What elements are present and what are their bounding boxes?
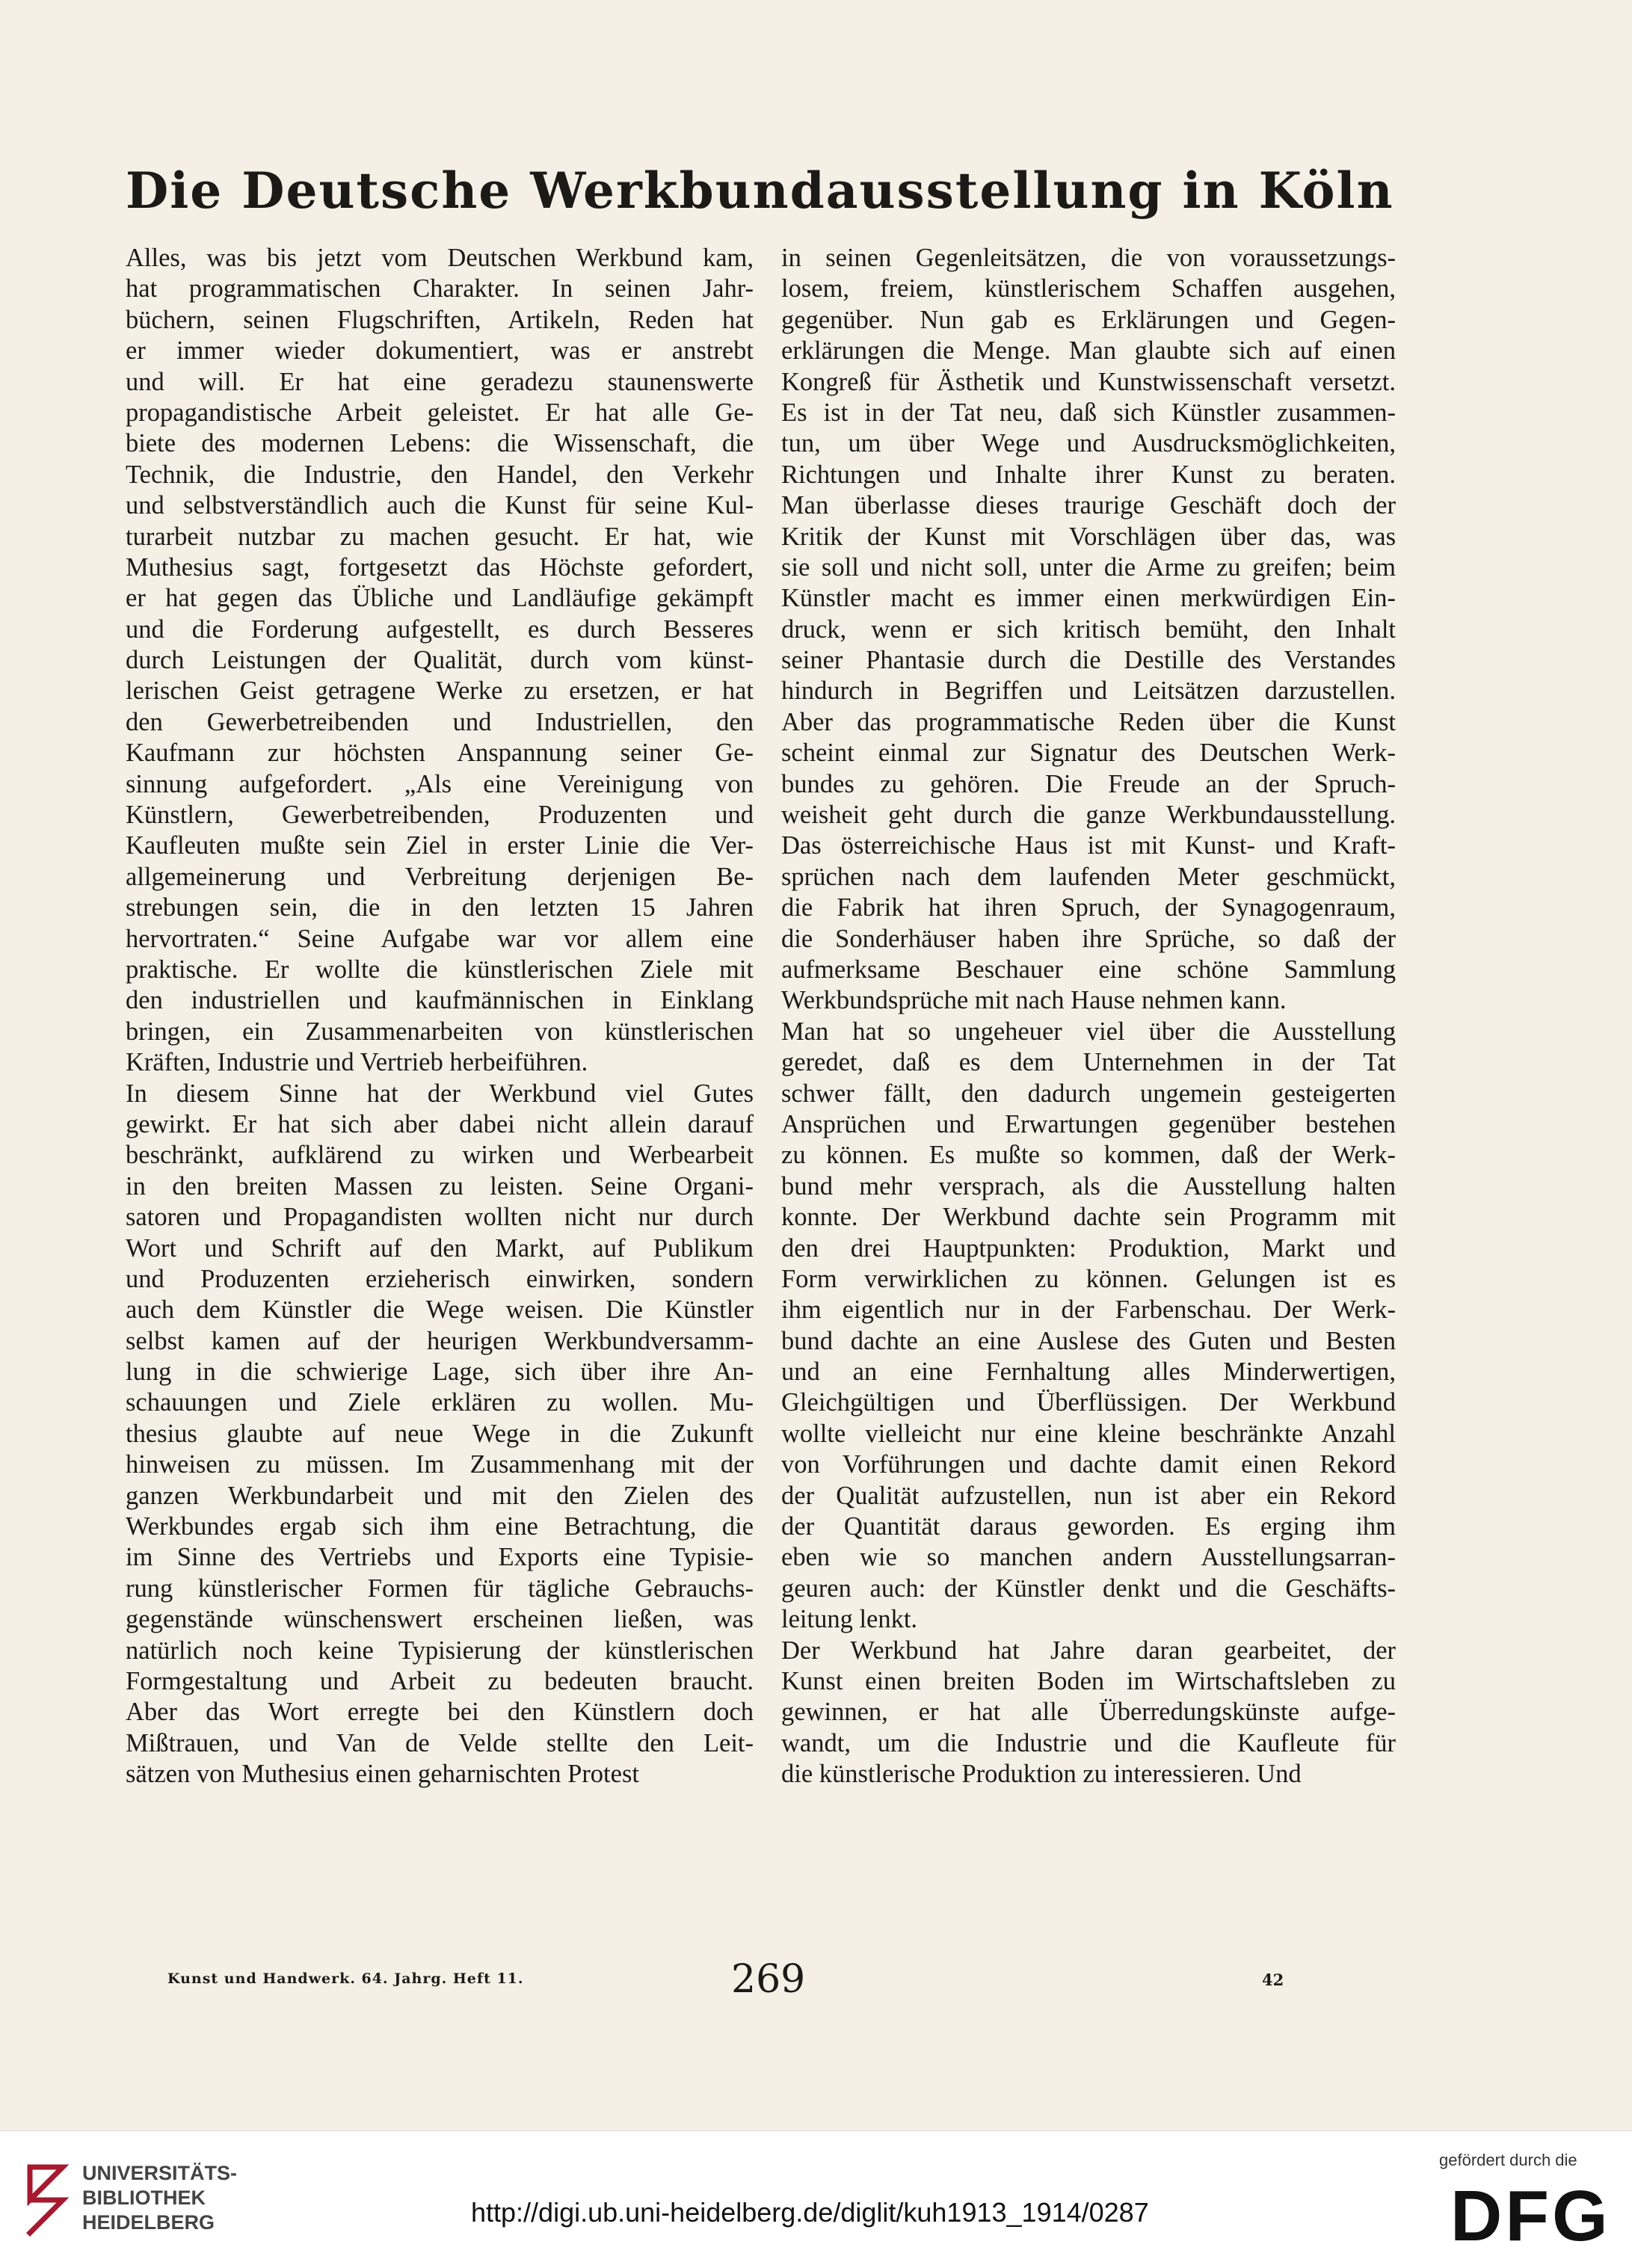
text-line: Kaufmann zur höchsten Anspannung seiner Ge- <box>126 739 754 768</box>
text-line: wandt, um die Industrie und die Kaufleute für <box>781 1728 1396 1757</box>
text-line: wollte vielleicht nur eine kleine beschränkte Anzahl <box>781 1419 1396 1448</box>
text-line: lerischen Geist getragene Werke zu ersetzen, er hat <box>126 677 754 706</box>
text-line: Es ist in der Tat neu, daß sich Künstler zusammen- <box>781 398 1396 427</box>
text-line: satoren und Propagandisten wollten nicht nur durch <box>126 1203 754 1232</box>
text-line: Wort und Schrift auf den Markt, auf Publikum <box>126 1233 754 1263</box>
text-line: natürlich noch keine Typisierung der künstlerischen <box>126 1636 754 1665</box>
text-line: weisheit geht durch die ganze Werkbundausstellung. <box>781 801 1396 830</box>
text-line: bund mehr versprach, als die Ausstellung halten <box>781 1171 1396 1201</box>
text-line: er hat gegen das Übliche und Landläufige gekämpft <box>126 584 754 613</box>
text-line: Werkbundsprüche mit nach Hause nehmen kann. <box>781 986 1287 1015</box>
text-line: und Produzenten erzieherisch einwirken, sondern <box>126 1264 754 1293</box>
text-line: gegenstände wünschenswert erscheinen ließen, was <box>126 1605 754 1634</box>
text-line: bund dachte an eine Auslese des Guten und Besten <box>781 1326 1396 1355</box>
permalink-url[interactable]: http://digi.ub.uni-heidelberg.de/diglit/kuh1913_1914/0287 <box>471 2197 1149 2228</box>
text-line: Kunst einen breiten Boden im Wirtschaftsleben zu <box>781 1666 1396 1695</box>
text-line: die Fabrik hat ihren Spruch, der Synagogenraum, <box>781 893 1396 922</box>
text-line: die Sonderhäuser haben ihre Sprüche, so daß der <box>781 924 1396 953</box>
page-footer <box>126 1957 1397 2002</box>
left-column <box>126 243 754 1790</box>
text-line: praktische. Er wollte die künstlerischen Ziele mit <box>126 955 754 984</box>
text-line: hervortraten.“ Seine Aufgabe war vor allem eine <box>126 924 754 953</box>
text-line: der Qualität aufzustellen, nun ist aber ein Rekord <box>781 1481 1396 1510</box>
text-line: Das österreichische Haus ist mit Kunst- und Kraft- <box>781 831 1396 860</box>
funding-note: gefördert durch die <box>1439 2151 1577 2169</box>
text-line: zu können. Es mußte so kommen, daß der Werk- <box>781 1141 1396 1170</box>
text-line: Werkbundes ergab sich ihm eine Betrachtung, die <box>126 1512 754 1541</box>
text-line: aufmerksame Beschauer eine schöne Sammlung <box>781 955 1396 984</box>
text-line: schauungen und Ziele erklären zu wollen. Mu- <box>126 1388 754 1417</box>
text-line: scheint einmal zur Signatur des Deutschen Werk- <box>781 739 1396 768</box>
right-column <box>781 243 1396 1790</box>
text-line: Kaufleuten mußte sein Ziel in erster Linie die Ver- <box>126 831 754 860</box>
text-line: turarbeit nutzbar zu machen gesucht. Er hat, wie <box>126 522 754 551</box>
text-line: biete des modernen Lebens: die Wissenschaft, die <box>126 429 754 458</box>
journal-source: Kunst und Handwerk. 64. Jahrg. Heft 11. <box>167 1970 524 1987</box>
text-line: hinweisen zu müssen. Im Zusammenhang mit der <box>126 1450 754 1479</box>
text-line: ganzen Werkbundarbeit und mit den Zielen des <box>126 1481 754 1510</box>
signature-mark: 42 <box>1262 1970 1284 1989</box>
text-line: Aber das programmatische Reden über die Kunst <box>781 707 1396 736</box>
text-line: thesius glaubte auf neue Wege in die Zukunft <box>126 1419 754 1448</box>
text-line: geredet, daß es dem Unternehmen in der Tat <box>781 1048 1396 1077</box>
text-line: sinnung aufgefordert. „Als eine Vereinigung von <box>126 769 754 798</box>
text-line: schwer fällt, den dadurch ungemein gesteigerten <box>781 1079 1396 1108</box>
text-line: den Gewerbetreibenden und Industriellen, den <box>126 707 754 736</box>
text-line: allgemeinerung und Verbreitung derjenigen Be- <box>126 862 754 891</box>
text-line: gewirkt. Er hat sich aber dabei nicht allein darauf <box>126 1109 754 1138</box>
text-line: und an eine Fernhaltung alles Minderwertigen, <box>781 1358 1396 1387</box>
text-line: sätzen von Muthesius einen geharnischten Protest <box>126 1760 639 1789</box>
text-line: Kongreß für Ästhetik und Kunstwissenschaft versetzt. <box>781 367 1396 396</box>
text-line: Man hat so ungeheuer viel über die Ausstellung <box>781 1017 1396 1046</box>
text-line: durch Leistungen der Qualität, durch vom künst- <box>126 646 754 675</box>
text-line: Alles, was bis jetzt vom Deutschen Werkbund kam, <box>126 244 754 272</box>
text-line: seiner Phantasie durch die Destille des Verstandes <box>781 646 1396 675</box>
library-name-line: UNIVERSITÄTS- <box>82 2162 238 2184</box>
text-line: erklärungen die Menge. Man glaubte sich auf einen <box>781 336 1396 366</box>
text-line: ihm eigentlich nur in der Farbenschau. Der Werk- <box>781 1295 1396 1325</box>
library-name-line: BIBLIOTHEK <box>82 2187 206 2209</box>
text-line: und will. Er hat eine geradezu staunenswerte <box>126 367 754 396</box>
text-line: sprüchen nach dem laufenden Meter geschmückt, <box>781 862 1396 891</box>
text-line: und selbstverständlich auch die Kunst für seine Kul- <box>126 491 754 520</box>
text-line: konnte. Der Werkbund dachte sein Programm mit <box>781 1203 1396 1232</box>
text-line: in den breiten Massen zu leisten. Seine Organi- <box>126 1171 754 1201</box>
text-line: bundes zu gehören. Die Freude an der Spruch- <box>781 769 1396 798</box>
page-number: 269 <box>731 1957 806 2002</box>
text-line: auch dem Künstler die Wege weisen. Die Künstler <box>126 1295 754 1325</box>
text-line: im Sinne des Vertriebs und Exports eine Typisie- <box>126 1543 754 1572</box>
text-line: selbst kamen auf der heurigen Werkbundversamm- <box>126 1326 754 1355</box>
text-line: bringen, ein Zusammenarbeiten von künstlerischen <box>126 1017 754 1046</box>
text-line: Kräften, Industrie und Vertrieb herbeiführen. <box>126 1048 588 1077</box>
text-line: losem, freiem, künstlerischem Schaffen ausgehen, <box>781 274 1396 303</box>
university-library-logo-icon <box>24 2158 70 2240</box>
text-line: leitung lenkt. <box>781 1605 918 1634</box>
text-line: Ansprüchen und Erwartungen gegenüber bestehen <box>781 1109 1396 1138</box>
text-line: Der Werkbund hat Jahre daran gearbeitet, der <box>781 1636 1396 1665</box>
text-line: büchern, seinen Flugschriften, Artikeln, Reden hat <box>126 305 754 334</box>
text-line: Mißtrauen, und Van de Velde stellte den Leit- <box>126 1728 754 1757</box>
text-line: Künstler macht es immer einen merkwürdigen Ein- <box>781 584 1396 613</box>
text-line: gegenüber. Nun gab es Erklärungen und Gegen- <box>781 305 1396 334</box>
text-line: Kritik der Kunst mit Vorschlägen über das, was <box>781 522 1396 551</box>
text-line: hat programmatischen Charakter. In seinen Jahr- <box>126 274 754 303</box>
text-line: Künstlern, Gewerbetreibenden, Produzenten und <box>126 801 754 830</box>
text-line: lung in die schwierige Lage, sich über ihre An- <box>126 1358 754 1387</box>
text-line: hindurch in Begriffen und Leitsätzen darzustellen. <box>781 677 1396 706</box>
text-line: und die Forderung aufgestellt, es durch Besseres <box>126 614 754 644</box>
text-line: Richtungen und Inhalte ihrer Kunst zu beraten. <box>781 460 1396 489</box>
text-line: propagandistische Arbeit geleistet. Er hat alle Ge- <box>126 398 754 427</box>
digitization-banner <box>0 2130 1632 2268</box>
text-line: die künstlerische Produktion zu interessieren. Und <box>781 1760 1302 1789</box>
text-line: tun, um über Wege und Ausdrucksmöglichkeiten, <box>781 429 1396 458</box>
article-title: Die Deutsche Werkbundausstellung in Köln <box>126 161 1394 220</box>
text-line: Man überlasse dieses traurige Geschäft doch der <box>781 491 1396 520</box>
text-line: strebungen sein, die in den letzten 15 Jahren <box>126 893 754 922</box>
text-line: er immer wieder dokumentiert, was er anstrebt <box>126 336 754 366</box>
text-line: Muthesius sagt, fortgesetzt das Höchste gefordert, <box>126 552 754 582</box>
text-line: Form verwirklichen zu können. Gelungen ist es <box>781 1264 1396 1293</box>
text-line: Gleichgültigen und Überflüssigen. Der Werkbund <box>781 1388 1396 1417</box>
text-line: gewinnen, er hat alle Überredungskünste aufge- <box>781 1698 1396 1727</box>
text-line: druck, wenn er sich kritisch bemüht, den Inhalt <box>781 614 1396 644</box>
dfg-logo: DFG <box>1450 2176 1611 2256</box>
text-line: geuren auch: der Künstler denkt und die Geschäfts- <box>781 1574 1396 1603</box>
text-line: der Quantität daraus geworden. Es erging ihm <box>781 1512 1396 1541</box>
text-line: Technik, die Industrie, den Handel, den Verkehr <box>126 460 754 489</box>
text-line: rung künstlerischer Formen für tägliche Gebrauchs- <box>126 1574 754 1603</box>
text-line: Aber das Wort erregte bei den Künstlern doch <box>126 1698 754 1727</box>
text-line: eben wie so manchen andern Ausstellungsarran- <box>781 1543 1396 1572</box>
text-line: den drei Hauptpunkten: Produktion, Markt und <box>781 1233 1396 1263</box>
library-name <box>82 2161 237 2235</box>
text-line: von Vorführungen und dachte damit einen Rekord <box>781 1450 1396 1479</box>
text-line: den industriellen und kaufmännischen in Einklang <box>126 986 754 1015</box>
text-line: beschränkt, aufklärend zu wirken und Werbearbeit <box>126 1141 754 1170</box>
library-name-line: HEIDELBERG <box>82 2211 215 2234</box>
text-line: Formgestaltung und Arbeit zu bedeuten braucht. <box>126 1666 754 1695</box>
text-line: In diesem Sinne hat der Werkbund viel Gutes <box>126 1079 754 1108</box>
text-line: in seinen Gegenleitsätzen, die von voraussetzungs- <box>781 244 1396 272</box>
text-line: sie soll und nicht soll, unter die Arme zu greifen; beim <box>781 552 1396 582</box>
